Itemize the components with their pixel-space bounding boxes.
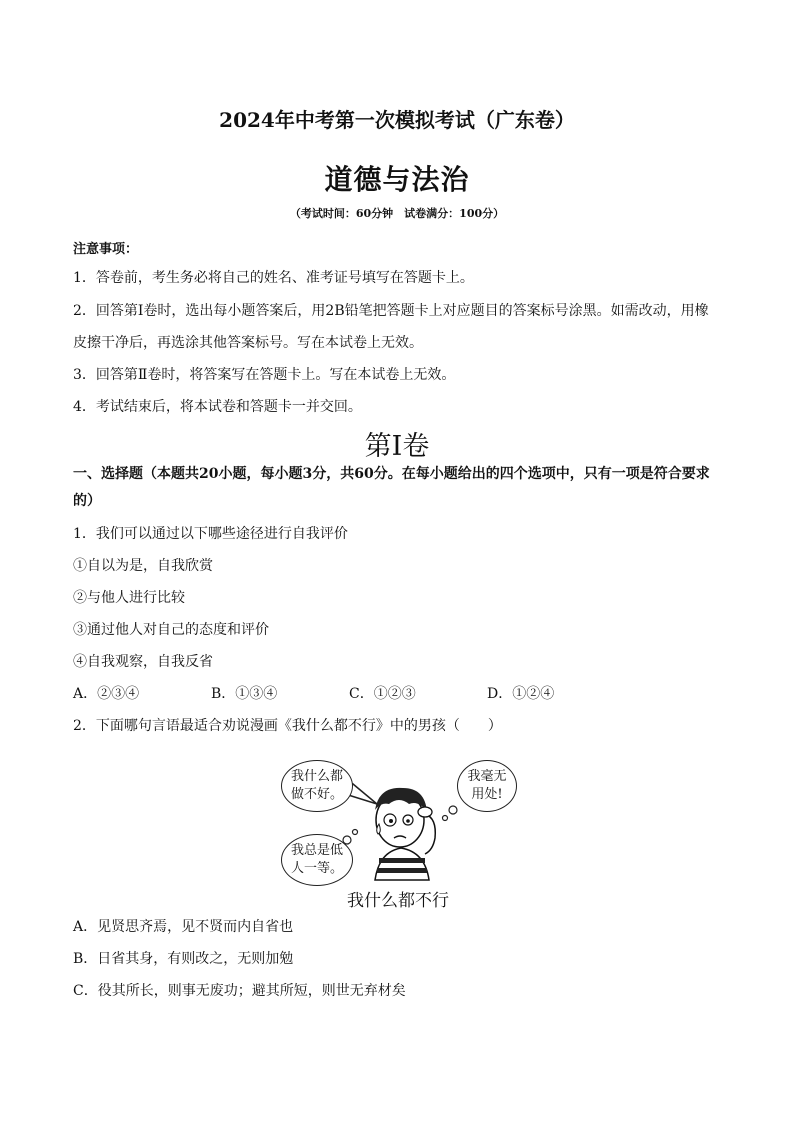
notes-heading: 注意事项： [73,242,139,257]
cartoon-figure [275,752,525,912]
q1-statement-1: ①自以为是，自我欣赏 [73,558,213,574]
exam-time-info: （考试时间：60分钟 试卷满分：100分） [289,207,505,220]
volume-title: 第Ⅰ卷 [364,431,430,462]
q1-stem: 1．我们可以通过以下哪些途径进行自我评价 [73,526,348,542]
q1-option-c: C．①②③ [349,686,416,702]
section-heading: 一、选择题（本题共20小题，每小题3分，共60分。在每小题给出的四个选项中，只有一项是符合要求 [73,466,710,482]
note-item-2: 2．回答第Ⅰ卷时，选出每小题答案后，用2B铅笔把答题卡上对应题目的答案标号涂黑。如需改动，用橡 [73,303,709,319]
q1-statement-4: ④自我观察，自我反省 [73,654,213,670]
note-item-3: 3．回答第Ⅱ卷时，将答案写在答题卡上。写在本试卷上无效。 [73,367,456,383]
speech-bubble-right: 我毫无 用处! [457,760,517,812]
q1-statement-3: ③通过他人对自己的态度和评价 [73,622,269,638]
speech-bubble-left: 我什么都 做不好。 [281,760,353,812]
q2-stem: 2．下面哪句言语最适合劝说漫画《我什么都不行》中的男孩（ ） [73,718,502,734]
note-item-4: 4．考试结束后，将本试卷和答题卡一并交回。 [73,399,362,415]
speech-bubble-bottom: 我总是低 人一等。 [281,834,353,886]
cartoon-caption: 我什么都不行 [347,891,449,911]
q1-option-b: B．①③④ [211,686,278,702]
exam-title: 2024年中考第一次模拟考试（广东卷） [219,108,575,132]
note-item-2-cont: 皮擦干净后，再选涂其他答案标号。写在本试卷上无效。 [73,335,423,351]
q1-option-a: A．②③④ [73,686,140,702]
subject-title: 道德与法治 [324,163,470,196]
q2-option-a: A．见贤思齐焉，见不贤而内自省也 [73,919,294,935]
q1-statement-2: ②与他人进行比较 [73,590,185,606]
q1-option-d: D．①②④ [487,686,555,702]
section-heading-cont: 的） [73,493,101,509]
note-item-1: 1．答卷前，考生务必将自己的姓名、准考证号填写在答题卡上。 [73,270,474,286]
q2-option-b: B．日省其身，有则改之，无则加勉 [73,951,294,967]
q2-option-c: C．役其所长，则事无废功；避其所短，则世无弃材矣 [73,983,406,999]
